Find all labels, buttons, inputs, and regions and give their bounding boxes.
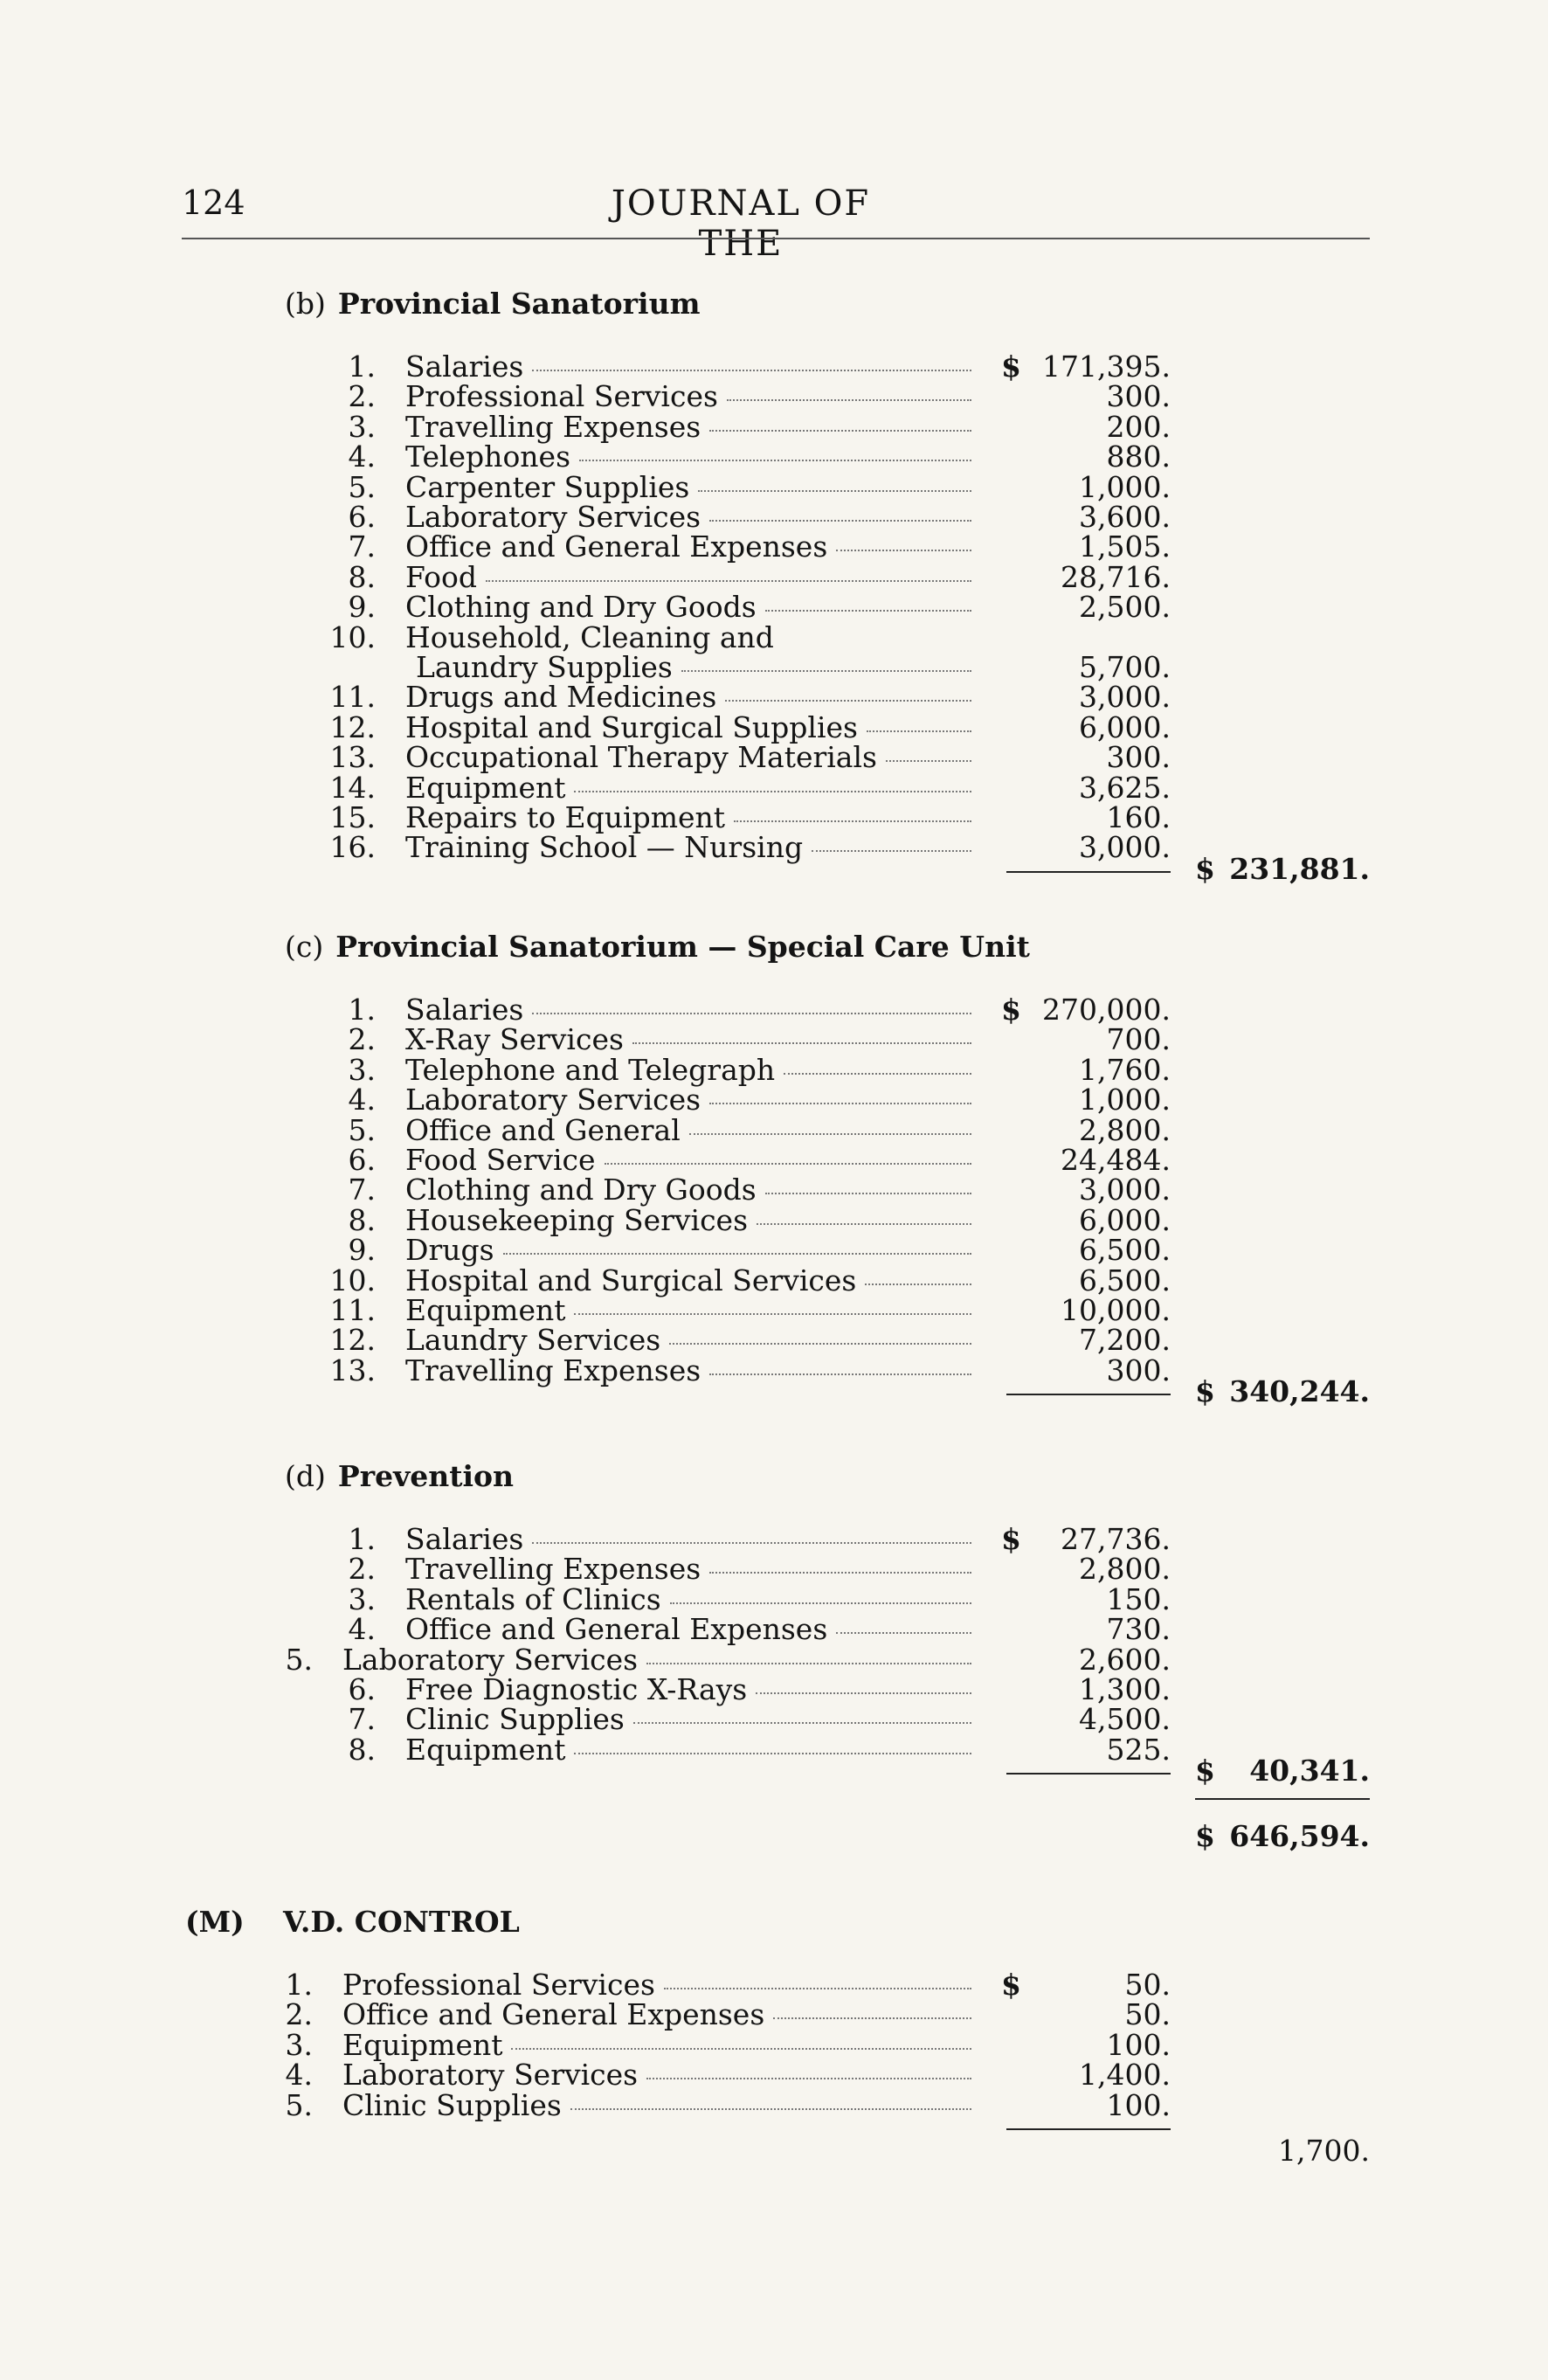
- subtotal-rule: [1006, 1394, 1171, 1395]
- item-label-leader: [342, 1643, 977, 1677]
- item-number: 6.: [348, 1672, 376, 1706]
- section-heading: [285, 1459, 514, 1493]
- line-item: [0, 500, 1548, 534]
- item-amount: 6,500.: [1079, 1233, 1171, 1268]
- subtotal-amount: 1,700.: [1278, 2134, 1370, 2168]
- item-amount: 50.: [1124, 1968, 1171, 2002]
- item-label: Food: [405, 559, 477, 594]
- dollar-sign: $: [1001, 1968, 1021, 2002]
- item-label: Travelling Expenses: [405, 1552, 701, 1587]
- item-amount: 24,484.: [1061, 1143, 1171, 1177]
- dot-leader: [681, 669, 971, 672]
- item-label-leader: [405, 1552, 977, 1586]
- dot-leader: [670, 1602, 971, 1604]
- item-label-leader: [405, 1083, 977, 1117]
- item-label-leader: [405, 1522, 977, 1556]
- item-label: Travelling Expenses: [405, 409, 701, 444]
- item-label: Equipment: [405, 1293, 566, 1327]
- line-item: [0, 1968, 1548, 2002]
- item-number: 12.: [329, 1323, 376, 1358]
- item-label: Clinic Supplies: [342, 2087, 562, 2122]
- item-amount: 270,000.: [1042, 993, 1171, 1027]
- item-label-leader: [405, 560, 977, 594]
- dot-leader: [689, 1132, 971, 1135]
- item-amount: 300.: [1106, 1353, 1171, 1387]
- item-label-leader: [405, 710, 977, 744]
- dot-leader: [812, 849, 971, 852]
- item-amount: 28,716.: [1061, 559, 1171, 594]
- item-number: 13.: [329, 1353, 376, 1387]
- subtotal-rule: [1006, 2128, 1171, 2130]
- dollar-sign: $: [1001, 1522, 1021, 1556]
- item-amount: 880.: [1106, 439, 1171, 474]
- dot-leader: [532, 1012, 971, 1014]
- item-amount: 6,000.: [1079, 709, 1171, 744]
- item-label-leader: [405, 1323, 977, 1357]
- item-label: Housekeeping Services: [405, 1202, 749, 1237]
- item-label: Equipment: [342, 2027, 503, 2062]
- item-amount: 300.: [1106, 379, 1171, 414]
- item-number: 3.: [348, 409, 376, 444]
- dot-leader: [605, 1162, 971, 1165]
- item-number: 10.: [329, 1263, 376, 1297]
- item-number: 8.: [348, 559, 376, 594]
- subtotal-dollar-sign: $: [1195, 1754, 1215, 1788]
- dot-leader: [709, 429, 971, 432]
- item-number: 6.: [348, 1143, 376, 1177]
- item-label-leader: [405, 800, 977, 834]
- section-title: Provincial Sanatorium: [337, 287, 701, 321]
- subtotal-dollar-sign: $: [1195, 1374, 1215, 1409]
- item-amount: 3,000.: [1079, 1173, 1171, 1207]
- item-label: Laboratory Services: [342, 1642, 639, 1677]
- item-number: 3.: [285, 2027, 313, 2062]
- item-amount: 7,200.: [1079, 1323, 1171, 1358]
- line-item: [0, 1702, 1548, 1737]
- line-item: [0, 1233, 1548, 1268]
- line-item: [0, 1173, 1548, 1207]
- dot-leader: [725, 699, 971, 702]
- item-label-leader: [405, 379, 977, 413]
- item-number: 5.: [285, 2087, 313, 2122]
- item-amount: 100.: [1106, 2087, 1171, 2122]
- item-number: 14.: [329, 770, 376, 805]
- item-amount: 2,800.: [1079, 1552, 1171, 1587]
- line-item: [0, 1997, 1548, 2032]
- item-amount: 50.: [1124, 1997, 1171, 2032]
- dot-leader: [632, 1041, 971, 1044]
- item-number: 7.: [348, 529, 376, 564]
- item-label: Office and General Expenses: [405, 1612, 828, 1647]
- dot-leader: [503, 1252, 971, 1255]
- item-number: 4.: [285, 2058, 313, 2093]
- dot-leader: [709, 1373, 971, 1375]
- item-label: Drugs: [405, 1233, 494, 1268]
- item-number: 5.: [348, 1112, 376, 1147]
- item-amount: 27,736.: [1061, 1522, 1171, 1556]
- item-label-leader: [405, 1113, 977, 1147]
- item-number: 2.: [285, 1997, 313, 2032]
- item-number: 15.: [329, 800, 376, 834]
- dot-leader: [865, 1283, 971, 1285]
- line-item: [0, 680, 1548, 715]
- item-label-leader: [405, 1612, 977, 1646]
- item-amount: 1,000.: [1079, 469, 1171, 504]
- dot-leader: [669, 1342, 971, 1345]
- item-number: 12.: [329, 709, 376, 744]
- item-label: Office and General Expenses: [342, 1997, 765, 2032]
- line-item: [0, 993, 1548, 1027]
- item-label-leader: [405, 1022, 977, 1056]
- section-title: Provincial Sanatorium — Special Care Unit: [335, 930, 1030, 964]
- item-label: Professional Services: [342, 1968, 655, 2002]
- dollar-sign: $: [1001, 993, 1021, 1027]
- item-label: Drugs and Medicines: [405, 680, 717, 715]
- section-heading: [285, 930, 1030, 964]
- line-item: [0, 1113, 1548, 1145]
- item-label-leader: [342, 1997, 977, 2031]
- line-item: [0, 379, 1548, 414]
- line-item: [0, 409, 1548, 444]
- item-amount: 6,000.: [1079, 1202, 1171, 1237]
- item-label: Office and General Expenses: [405, 529, 828, 564]
- subtotal-rule: [1006, 1773, 1171, 1775]
- dot-leader: [579, 459, 971, 461]
- item-label: Rentals of Clinics: [405, 1581, 661, 1616]
- item-label: Free Diagnostic X-Rays: [405, 1672, 748, 1706]
- line-item: [0, 1612, 1548, 1647]
- item-number: 4.: [348, 1612, 376, 1647]
- item-label: Laundry Supplies: [416, 650, 673, 684]
- line-item: [0, 2058, 1548, 2093]
- dot-leader: [709, 1571, 971, 1574]
- line-item: [0, 1052, 1548, 1087]
- item-label: Laboratory Services: [405, 1083, 701, 1117]
- line-item: [0, 800, 1548, 832]
- section-letter: (M): [185, 1905, 245, 1939]
- grand-total-rule: [1195, 1798, 1370, 1800]
- item-amount: 525.: [1106, 1732, 1171, 1767]
- header-rule: [182, 238, 1370, 239]
- subtotal-rule: [1006, 871, 1171, 873]
- item-amount: 3,600.: [1079, 500, 1171, 534]
- subtotal-amount: 231,881.: [1229, 851, 1370, 886]
- subtotal-amount: 40,341.: [1249, 1754, 1370, 1788]
- dot-leader: [633, 1721, 971, 1724]
- item-label-leader: [405, 529, 977, 564]
- section-title: Prevention: [337, 1459, 515, 1493]
- item-label: Travelling Expenses: [405, 1353, 701, 1387]
- dot-leader: [709, 519, 971, 522]
- line-item: [0, 590, 1548, 625]
- item-amount: 1,505.: [1079, 529, 1171, 564]
- item-label: Professional Services: [405, 379, 718, 414]
- line-item: [0, 1083, 1548, 1117]
- dot-leader: [727, 398, 971, 401]
- item-number: 1.: [348, 1522, 376, 1556]
- item-label: Clothing and Dry Goods: [405, 590, 757, 625]
- item-amount: 300.: [1106, 740, 1171, 775]
- item-label-leader: [405, 830, 977, 864]
- item-amount: 3,000.: [1079, 680, 1171, 715]
- item-label-leader: [405, 1173, 977, 1207]
- line-item: [0, 770, 1548, 805]
- line-item: [0, 1143, 1548, 1177]
- item-label: Household, Cleaning and: [405, 619, 774, 654]
- item-label-leader: [405, 680, 977, 714]
- line-item: [0, 1672, 1548, 1704]
- line-item: [0, 439, 1548, 474]
- line-item: [0, 650, 1548, 684]
- item-label-leader: [405, 1263, 977, 1297]
- item-number: 5.: [348, 469, 376, 504]
- section-title: V.D. CONTROL: [283, 1905, 520, 1939]
- dot-leader: [532, 369, 971, 371]
- item-amount: 10,000.: [1061, 1293, 1171, 1327]
- item-number: 8.: [348, 1732, 376, 1767]
- dot-leader: [646, 1662, 971, 1664]
- line-item: [0, 1022, 1548, 1057]
- dot-leader: [574, 1752, 971, 1754]
- item-number: 3.: [348, 1581, 376, 1616]
- item-number: 6.: [348, 500, 376, 534]
- section-heading: [185, 1905, 520, 1939]
- item-label: Salaries: [405, 349, 524, 384]
- item-number: 7.: [348, 1173, 376, 1207]
- item-amount: 160.: [1106, 800, 1171, 834]
- item-number: 5.: [285, 1642, 313, 1677]
- item-label: Laundry Services: [405, 1323, 661, 1358]
- item-number: 2.: [348, 1552, 376, 1587]
- line-item: [0, 560, 1548, 592]
- dot-leader: [867, 730, 971, 732]
- item-amount: 2,600.: [1079, 1642, 1171, 1677]
- item-number: 11.: [329, 1293, 376, 1327]
- dot-leader: [756, 1692, 971, 1694]
- dot-leader: [734, 820, 971, 822]
- item-label: Equipment: [405, 1732, 566, 1767]
- dot-leader: [664, 1987, 971, 1989]
- dot-leader: [574, 790, 971, 792]
- line-item: [0, 1293, 1548, 1325]
- item-label-leader: [405, 439, 977, 474]
- dollar-sign: $: [1001, 349, 1021, 384]
- line-item: [0, 740, 1548, 775]
- item-amount: 730.: [1106, 1612, 1171, 1647]
- item-label: Telephone and Telegraph: [405, 1052, 776, 1087]
- item-number: 1.: [348, 993, 376, 1027]
- dot-leader: [886, 759, 971, 762]
- line-item: [0, 710, 1548, 742]
- line-item: [0, 1263, 1548, 1295]
- item-amount: 1,300.: [1079, 1672, 1171, 1706]
- item-label-leader: [405, 1702, 977, 1736]
- item-amount: 4,500.: [1079, 1702, 1171, 1737]
- item-label-leader: [405, 1582, 977, 1616]
- line-item: [0, 1203, 1548, 1235]
- item-number: 2.: [348, 379, 376, 414]
- section-heading: [285, 287, 701, 321]
- page-header: [182, 183, 1370, 264]
- dot-leader: [532, 1541, 971, 1544]
- item-number: 4.: [348, 439, 376, 474]
- item-label-leader: [405, 1733, 977, 1767]
- dot-leader: [698, 489, 971, 492]
- item-amount: 700.: [1106, 1022, 1171, 1057]
- dot-leader: [765, 609, 971, 612]
- item-label: Repairs to Equipment: [405, 800, 726, 834]
- dot-leader: [765, 1192, 971, 1194]
- dot-leader: [709, 1102, 971, 1104]
- item-label: Carpenter Supplies: [405, 469, 690, 504]
- line-item: [0, 1323, 1548, 1358]
- line-item: [0, 1552, 1548, 1587]
- dot-leader: [784, 1072, 971, 1075]
- item-amount: 1,760.: [1079, 1052, 1171, 1087]
- item-label-leader: [405, 410, 977, 444]
- item-label-leader: [405, 1353, 977, 1387]
- item-amount: 200.: [1106, 409, 1171, 444]
- item-label: Food Service: [405, 1143, 596, 1177]
- item-label: Hospital and Surgical Supplies: [405, 709, 858, 744]
- item-amount: 2,800.: [1079, 1112, 1171, 1147]
- line-item: [0, 470, 1548, 502]
- item-label-leader: [405, 1293, 977, 1327]
- item-label: Training School — Nursing: [405, 830, 804, 865]
- item-number: 9.: [348, 1233, 376, 1268]
- item-label-leader: [342, 2088, 977, 2122]
- item-label: Salaries: [405, 1522, 524, 1556]
- item-number: 7.: [348, 1702, 376, 1737]
- page-number: 124: [182, 183, 245, 222]
- subtotal-dollar-sign: $: [1195, 851, 1215, 886]
- dot-leader: [486, 579, 971, 582]
- item-number: 16.: [329, 830, 376, 865]
- item-label-leader: [405, 1672, 977, 1706]
- item-label-leader: [405, 1203, 977, 1237]
- item-label-leader: [405, 590, 977, 624]
- item-label-leader: [405, 1233, 977, 1267]
- item-number: 4.: [348, 1083, 376, 1117]
- subtotal-amount: 340,244.: [1229, 1374, 1370, 1409]
- item-label: Hospital and Surgical Services: [405, 1263, 857, 1297]
- item-label: Laboratory Services: [342, 2058, 639, 2093]
- item-amount: 1,000.: [1079, 1083, 1171, 1117]
- dot-leader: [836, 1631, 971, 1634]
- section-letter: (b): [285, 287, 326, 321]
- item-number: 2.: [348, 1022, 376, 1057]
- running-title: JOURNAL OF THE: [611, 183, 871, 264]
- item-label-leader: [405, 349, 977, 384]
- item-amount: 150.: [1106, 1581, 1171, 1616]
- item-label-leader: [405, 620, 977, 654]
- dot-leader: [757, 1222, 971, 1225]
- line-item: [0, 1522, 1548, 1556]
- line-item: [0, 349, 1548, 384]
- item-number: 10.: [329, 619, 376, 654]
- line-item: [0, 529, 1548, 564]
- item-number: 11.: [329, 680, 376, 715]
- dot-leader: [836, 549, 971, 551]
- item-label-leader: [405, 740, 977, 774]
- grand-total-amount: 646,594.: [1229, 1819, 1370, 1853]
- item-label: Occupational Therapy Materials: [405, 740, 877, 775]
- item-amount: 1,400.: [1079, 2058, 1171, 2093]
- line-item: [0, 620, 1548, 652]
- item-label: Clothing and Dry Goods: [405, 1173, 757, 1207]
- item-label: Telephones: [405, 439, 571, 474]
- item-label: Equipment: [405, 770, 566, 805]
- item-amount: 171,395.: [1042, 349, 1171, 384]
- item-amount: 6,500.: [1079, 1263, 1171, 1297]
- item-label: Salaries: [405, 993, 524, 1027]
- dot-leader: [511, 2047, 971, 2050]
- item-label: X-Ray Services: [405, 1022, 624, 1057]
- item-label-leader: [405, 500, 977, 534]
- line-item: [0, 2088, 1548, 2120]
- item-number: 1.: [348, 349, 376, 384]
- item-label-leader: [405, 771, 977, 805]
- item-label-leader: [405, 993, 977, 1027]
- item-number: 1.: [285, 1968, 313, 2002]
- item-amount: 3,625.: [1079, 770, 1171, 805]
- item-number: 9.: [348, 590, 376, 625]
- item-label-leader: [416, 650, 977, 684]
- item-label: Office and General: [405, 1112, 681, 1147]
- dot-leader: [570, 2107, 971, 2110]
- dot-leader: [574, 1312, 971, 1315]
- item-label-leader: [405, 1143, 977, 1177]
- item-label-leader: [405, 1053, 977, 1087]
- line-item: [0, 1582, 1548, 1614]
- section-letter: (d): [285, 1459, 326, 1493]
- line-item: [0, 2027, 1548, 2062]
- item-label-leader: [405, 470, 977, 504]
- item-label: Clinic Supplies: [405, 1702, 625, 1737]
- item-label-leader: [342, 2028, 977, 2062]
- line-item: [0, 1642, 1548, 1677]
- item-number: 3.: [348, 1052, 376, 1087]
- item-label-leader: [342, 2058, 977, 2092]
- item-label: Laboratory Services: [405, 500, 701, 534]
- dot-leader: [646, 2077, 971, 2079]
- item-label-leader: [342, 1968, 977, 2002]
- dot-leader: [773, 2017, 971, 2019]
- item-number: 8.: [348, 1202, 376, 1237]
- section-letter: (c): [285, 930, 324, 964]
- item-amount: 2,500.: [1079, 590, 1171, 625]
- item-amount: 100.: [1106, 2027, 1171, 2062]
- item-number: 13.: [329, 740, 376, 775]
- grand-total-dollar-sign: $: [1195, 1819, 1215, 1853]
- item-amount: 3,000.: [1079, 830, 1171, 865]
- item-amount: 5,700.: [1079, 650, 1171, 684]
